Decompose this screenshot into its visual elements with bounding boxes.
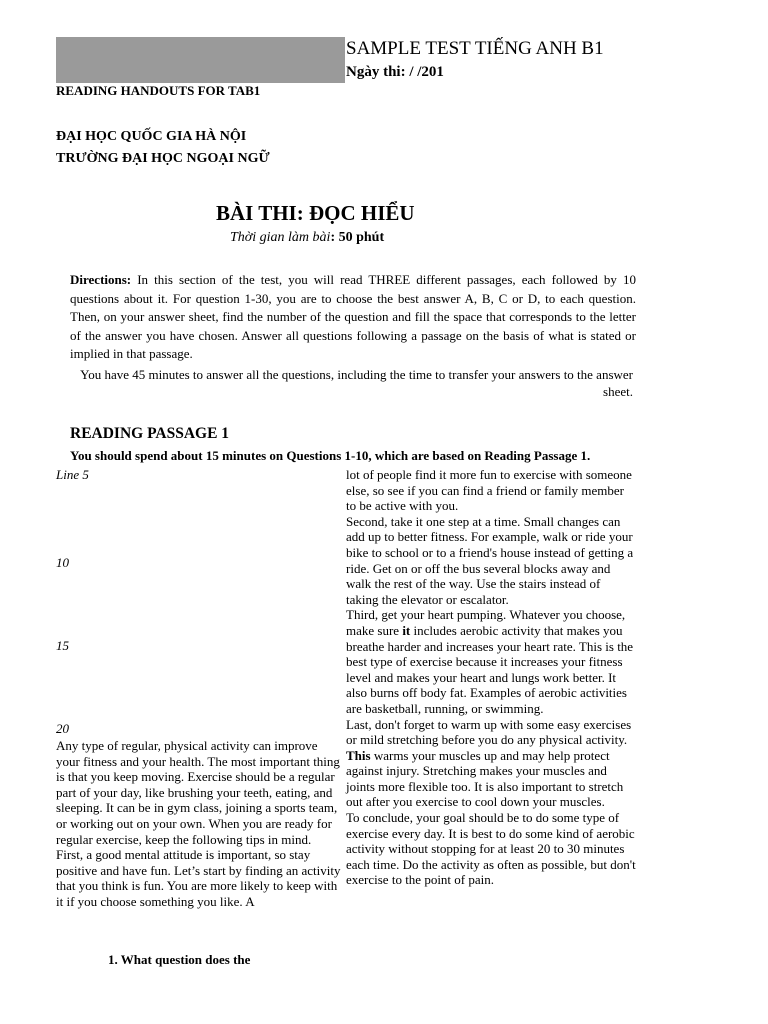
directions <box>70 271 636 364</box>
passage-paragraph <box>346 717 636 811</box>
time-label: Thời gian làm bài <box>230 230 331 245</box>
school-name: TRƯỜNG ĐẠI HỌC NGOẠI NGỮ <box>56 151 270 166</box>
passage-paragraph <box>346 607 636 716</box>
line-number: 10 <box>56 555 69 570</box>
exam-date: Ngày thi: / /201 <box>346 64 444 80</box>
directions-text: In this section of the test, you will read THREE different passages, each followed by 10 questions about it. For question 1-30, you are to choose the best answer A, B, C or D, to each question. Then, on your answer sheet, find the number of the question and fill the space that corresponds to the letter of the answer you have chosen. Answer all questions following a passage on the basis of what is stated or implied in that passage. <box>70 272 636 362</box>
directions-label: Directions: <box>70 272 132 287</box>
line-number: Line 5 <box>56 467 89 482</box>
institution-block <box>56 126 270 170</box>
test-title: SAMPLE TEST TIẾNG ANH B1 <box>346 38 604 59</box>
passage-right-column <box>346 467 636 888</box>
passage-paragraph: Any type of regular, physical activity can improve your fitness and your health. The most important thing is that you keep moving. Exercise should be a regular part of your day, like brushing your teeth, eating, and sleeping. It can be in gym class, joining a sports team, or working out on your own. When you are ready for regular exercise, keep the following tips in mind. <box>56 738 340 847</box>
paragraph-text: warms your muscles up and may help protect against injury. Stretching makes your muscles and joints more flexible too. It is also important to stretch out after you exercise to cool down your muscles. <box>346 747 624 810</box>
paragraph-text: Last, don't forget to warm up with some easy exercises or mild stretching before you do any physical activity. <box>346 716 632 748</box>
passage-heading: READING PASSAGE 1 <box>70 425 230 442</box>
question-1: 1. What question does the <box>108 952 251 967</box>
university-name: ĐẠI HỌC QUỐC GIA HÀ NỘI <box>56 129 247 144</box>
passage-paragraph: To conclude, your goal should be to do some type of exercise every day. It is best to do some kind of aerobic activity without stopping for at least 20 to 30 minutes each time. Do the activity as often as possible, but don't exercise to the point of pain. <box>346 810 636 888</box>
referent-word: it <box>402 622 411 638</box>
paragraph-text: Third, get your heart pumping. Whatever you choose, make sure <box>346 607 626 638</box>
line-number: 20 <box>56 721 69 736</box>
referent-word: This <box>346 747 371 763</box>
passage-paragraph: Second, take it one step at a time. Small changes can add up to better fitness. For example, walk or ride your bike to school or to a friend's house instead of getting a ride. Get on or off the bus several blocks away and walk the rest of the way. Use the stairs instead of taking the elevator or escalator. <box>346 513 634 607</box>
passage-paragraph: First, a good mental attitude is important, so stay positive and have fun. Let’s start by finding an activity that you think is fun. You are more likely to keep with it if you choose something you like. A <box>56 847 341 909</box>
paragraph-text: includes aerobic activity that makes you breathe harder and increases your heart rate. This is the best type of exercise because it increases your fitness level and makes your heart and lungs work better. It also burns off body fat. Examples of aerobic activities are basketball, running, or swimming. <box>346 622 634 716</box>
line-number: 15 <box>56 638 69 653</box>
exam-title: BÀI THI: ĐỌC HIỂU <box>216 201 415 225</box>
passage-left-column <box>56 738 344 910</box>
time-value: : 50 phút <box>330 230 385 245</box>
handout-label: READING HANDOUTS FOR TAB1 <box>56 83 261 98</box>
time-note: You have 45 minutes to answer all the questions, including the time to transfer your answers to the answer sheet. <box>80 367 633 399</box>
header-gray-block <box>56 37 345 83</box>
passage-paragraph: lot of people find it more fun to exercise with someone else, so see if you can find a friend or family member to be active with you. <box>346 467 632 514</box>
passage-instruction: You should spend about 15 minutes on Questions 1-10, which are based on Reading Passage 1. <box>70 448 591 463</box>
time-allowed <box>230 230 384 246</box>
